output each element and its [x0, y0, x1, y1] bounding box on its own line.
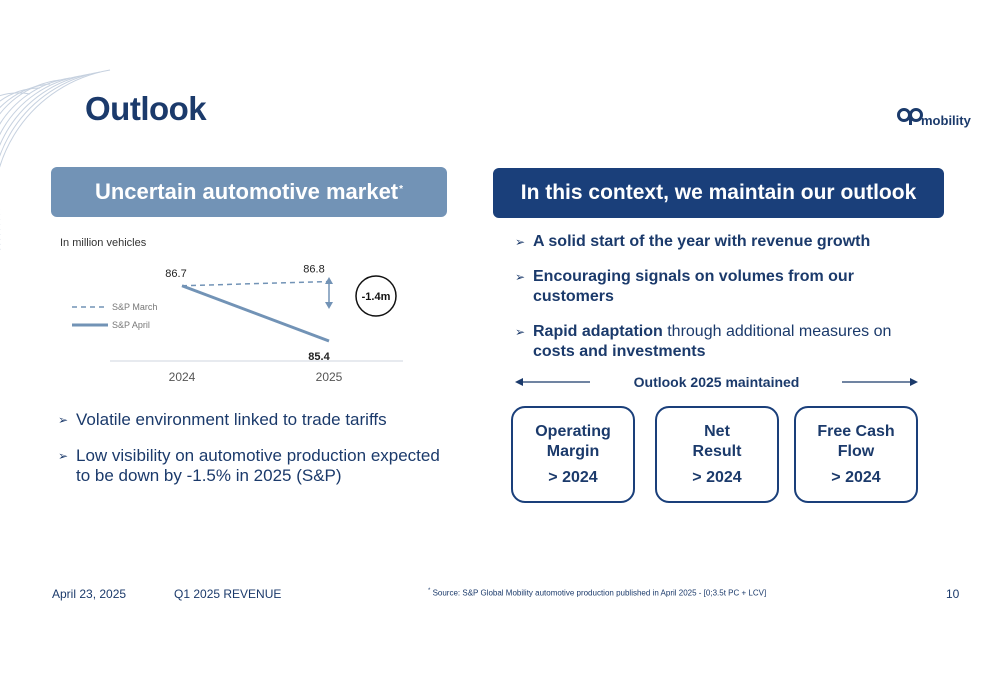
logo-text: mobility [921, 113, 971, 128]
right-banner-text: In this context, we maintain our outlook [520, 181, 917, 204]
kpi-operating-margin [511, 406, 635, 503]
page-number: 10 [946, 587, 960, 601]
kpi-value: > 2024 [692, 469, 742, 486]
data-label-2025-april: 85.4 [308, 351, 330, 363]
uncertain-market-banner [51, 167, 447, 217]
left-bullet-item: ➢ Low visibility on automotive production expected to be down by -1.5% in 2025 (S&P) [58, 446, 440, 485]
kpi-label: Operating Margin [535, 423, 611, 460]
arrow-bullet-icon: ➢ [58, 413, 69, 427]
right-arrow-icon [840, 371, 920, 393]
x-tick-2025: 2025 [315, 370, 343, 384]
footnote-marker: * [399, 183, 404, 195]
arrow-bullet-icon: ➢ [58, 449, 69, 463]
arrow-bullet-icon: ➢ [515, 270, 526, 284]
op-logo-icon [897, 106, 923, 126]
footer-source: * Source: S&P Global Mobility automotive production published in April 2025 - [0;3.5t PC + LCV] [428, 588, 767, 598]
page-title: Outlook [85, 90, 207, 127]
data-label-2025-march: 86.8 [303, 263, 325, 276]
arrow-bullet-icon: ➢ [515, 235, 526, 249]
series-line-sp-april [182, 286, 329, 341]
left-bullet-list [58, 410, 458, 502]
production-chart [60, 250, 420, 390]
data-label-2024: 86.7 [165, 267, 187, 280]
right-bullet-item: ➢ Encouraging signals on volumes from our customers [515, 268, 854, 305]
gap-annotation: -1.4m [361, 291, 391, 303]
right-bullet-item: ➢ Rapid adaptation through additional measures on costs and investments [515, 323, 892, 360]
legend-sp-march: S&P March [112, 302, 158, 312]
kpi-net-result [655, 406, 779, 503]
company-logo [897, 104, 977, 132]
outlook-banner [493, 168, 944, 218]
series-line-sp-march [182, 282, 329, 286]
chart-unit-label: In million vehicles [60, 237, 147, 249]
right-bullet-list [515, 232, 935, 362]
footer-section: Q1 2025 REVENUE [174, 587, 282, 601]
footer-date: April 23, 2025 [52, 587, 127, 601]
legend-sp-april: S&P April [112, 320, 150, 330]
outlook-maintained-row [515, 371, 918, 393]
decorative-arcs [0, 60, 140, 250]
x-tick-2024: 2024 [168, 370, 196, 384]
left-bullet-item: ➢ Volatile environment linked to trade tariffs [58, 410, 387, 429]
kpi-label: Net Result [692, 423, 742, 460]
kpi-label: Free Cash Flow [817, 423, 895, 460]
outlook-maintained-label: Outlook 2025 maintained [633, 374, 800, 390]
kpi-value: > 2024 [831, 469, 881, 486]
left-banner-text: Uncertain automotive market [94, 179, 399, 204]
arrow-bullet-icon: ➢ [515, 325, 526, 339]
kpi-value: > 2024 [548, 469, 598, 486]
right-bullet-item: ➢ A solid start of the year with revenue growth [515, 233, 871, 250]
kpi-free-cash-flow [794, 406, 918, 503]
